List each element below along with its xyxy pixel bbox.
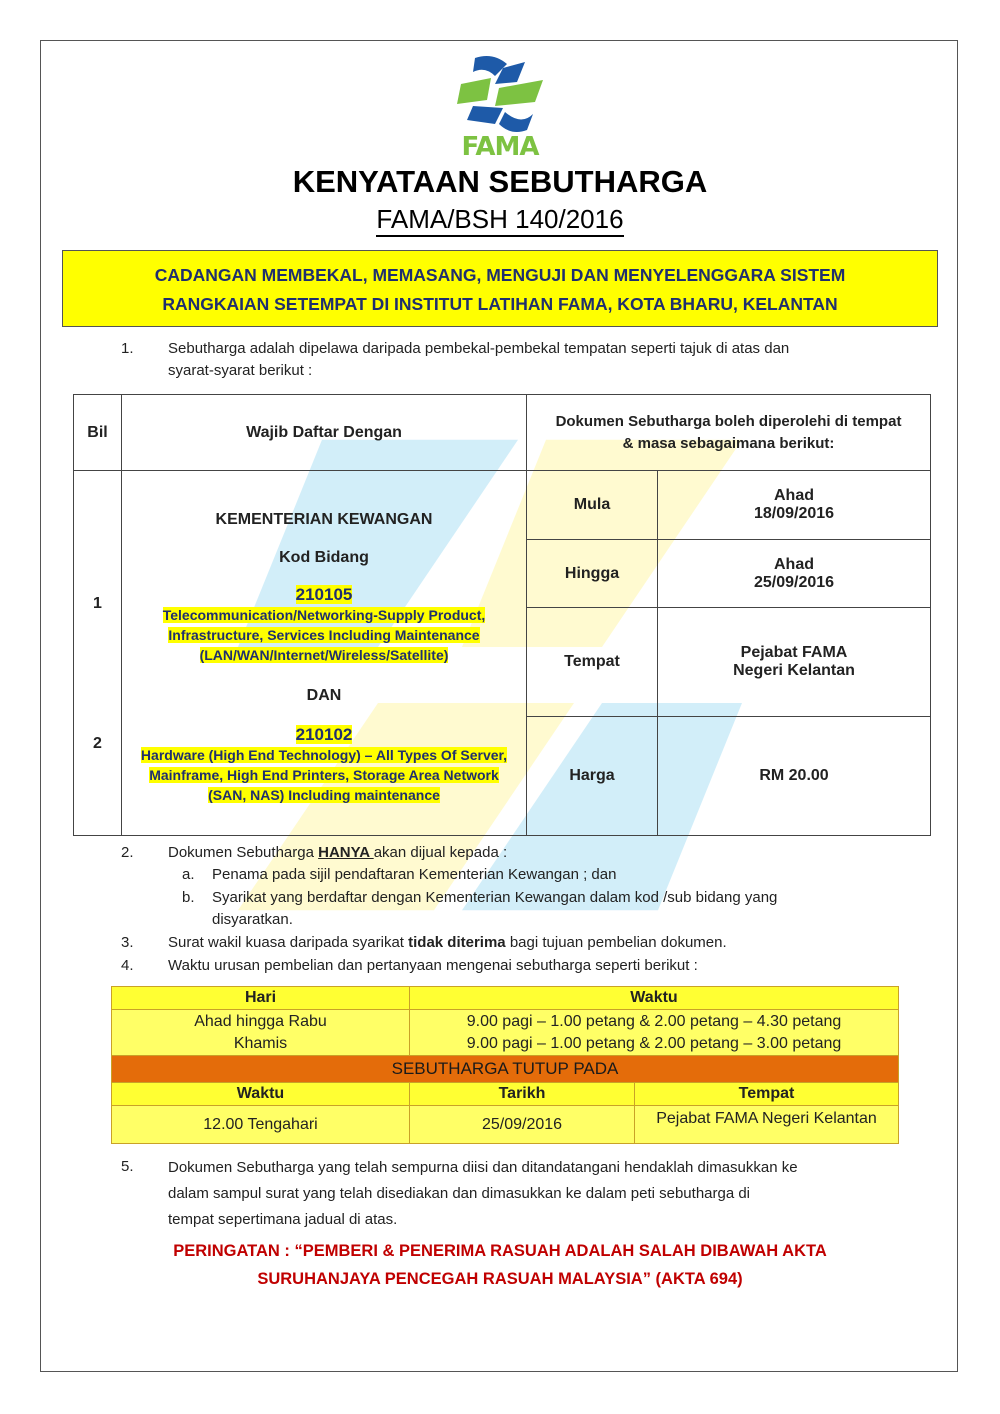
- waktu-header: Waktu: [410, 987, 899, 1010]
- kementerian-label: KEMENTERIAN KEWANGAN: [215, 511, 433, 528]
- bil-1: 1: [93, 595, 102, 612]
- item3-number: 3.: [121, 934, 134, 951]
- page-title: KENYATAAN SEBUTHARGA: [292, 164, 708, 199]
- item5-number: 5.: [121, 1158, 134, 1175]
- fama-logo-icon: [455, 54, 545, 134]
- warning-line2: SURUHANJAYA PENCEGAH RASUAH MALAYSIA” (AKTA 694): [257, 1270, 743, 1288]
- kod-bidang-label: Kod Bidang: [279, 549, 369, 566]
- bil-column: [74, 471, 122, 836]
- header-bil: Bil: [74, 395, 122, 471]
- item2b-text: Syarikat yang berdaftar dengan Kementerian Kewangan dalam kod /sub bidang yang disyaratkan.: [212, 889, 778, 928]
- harga-label: Harga: [527, 716, 658, 835]
- header-wajib: Wajib Daftar Dengan: [122, 395, 527, 471]
- item2a-label: a.: [182, 866, 195, 883]
- bil-2: 2: [93, 735, 102, 752]
- hari-header: Hari: [112, 987, 410, 1010]
- reference-number: FAMA/BSH 140/2016: [0, 204, 1000, 235]
- project-title-banner: CADANGAN MEMBEKAL, MEMASANG, MENGUJI DAN MENYELENGGARA SISTEM RANGKAIAN SETEMPAT DI INSTITUT LATIHAN FAMA, KOTA BHARU, KELANTAN: [62, 250, 938, 327]
- wajib-column: [122, 471, 527, 836]
- tutup-banner: SEBUTHARGA TUTUP PADA: [112, 1056, 899, 1083]
- hingga-label: Hingga: [527, 540, 658, 608]
- tempat-value: Pejabat FAMA Negeri Kelantan: [658, 608, 931, 716]
- item2a-text: Penama pada sijil pendaftaran Kementerian Kewangan ; dan: [212, 866, 617, 883]
- warning-line1: PERINGATAN : “PEMBERI & PENERIMA RASUAH ADALAH SALAH DIBAWAH AKTA: [173, 1242, 827, 1260]
- registration-table: [73, 394, 931, 836]
- close-tempat-header: Tempat: [635, 1083, 899, 1106]
- code-210102-desc: Hardware (High End Technology) – All Types Of Server, Mainframe, High End Printers, Storage Area Network (SAN, NAS) Including maintenance: [140, 747, 508, 803]
- schedule-table: [111, 986, 899, 1144]
- item3-text: Surat wakil kuasa daripada syarikat tidak diterima bagi tujuan pembelian dokumen.: [168, 934, 727, 951]
- fama-logo-text: FAMA: [461, 132, 539, 162]
- waktu-values: 9.00 pagi – 1.00 petang & 2.00 petang – 4.30 petang 9.00 pagi – 1.00 petang & 2.00 petang – 3.00 petang: [410, 1010, 899, 1056]
- fama-logo: [455, 54, 545, 160]
- header-dokumen: Dokumen Sebutharga boleh diperolehi di tempat & masa sebagaimana berikut:: [527, 395, 931, 471]
- close-waktu: 12.00 Tengahari: [112, 1106, 410, 1144]
- code-210105: 210105: [295, 585, 353, 604]
- tempat-label: Tempat: [527, 608, 658, 716]
- item2-text: Dokumen Sebutharga HANYA akan dijual kepada :: [168, 844, 508, 861]
- close-waktu-header: Waktu: [112, 1083, 410, 1106]
- item4-text: Waktu urusan pembelian dan pertanyaan mengenai sebutharga seperti berikut :: [168, 957, 698, 974]
- close-tarikh-header: Tarikh: [410, 1083, 635, 1106]
- hari-values: Ahad hingga Rabu Khamis: [112, 1010, 410, 1056]
- hingga-value: Ahad 25/09/2016: [658, 540, 931, 608]
- item4-number: 4.: [121, 957, 134, 974]
- item1-text: Sebutharga adalah dipelawa daripada pembekal-pembekal tempatan seperti tajuk di atas dan syarat-syarat berikut :: [168, 340, 790, 379]
- close-tempat: Pejabat FAMA Negeri Kelantan: [635, 1106, 899, 1144]
- close-tarikh: 25/09/2016: [410, 1106, 635, 1144]
- code-210102: 210102: [295, 725, 353, 744]
- mula-label: Mula: [527, 471, 658, 540]
- item5-text: Dokumen Sebutharga yang telah sempurna diisi dan ditandatangani hendaklah dimasukkan ke dalam sampul surat yang telah disediakan dan dimasukkan ke dalam peti sebutharga di tempat sepertimana jadual di atas.: [168, 1159, 798, 1228]
- dan-label: DAN: [306, 687, 342, 704]
- item2-number: 2.: [121, 844, 134, 861]
- harga-value: RM 20.00: [658, 716, 931, 835]
- item2b-label: b.: [182, 889, 195, 906]
- item1-number: 1.: [121, 340, 134, 357]
- mula-value: Ahad 18/09/2016: [658, 471, 931, 540]
- code-210105-desc: Telecommunication/Networking-Supply Product, Infrastructure, Services Including Maintenance (LAN/WAN/Internet/Wireless/Satellite): [162, 607, 486, 663]
